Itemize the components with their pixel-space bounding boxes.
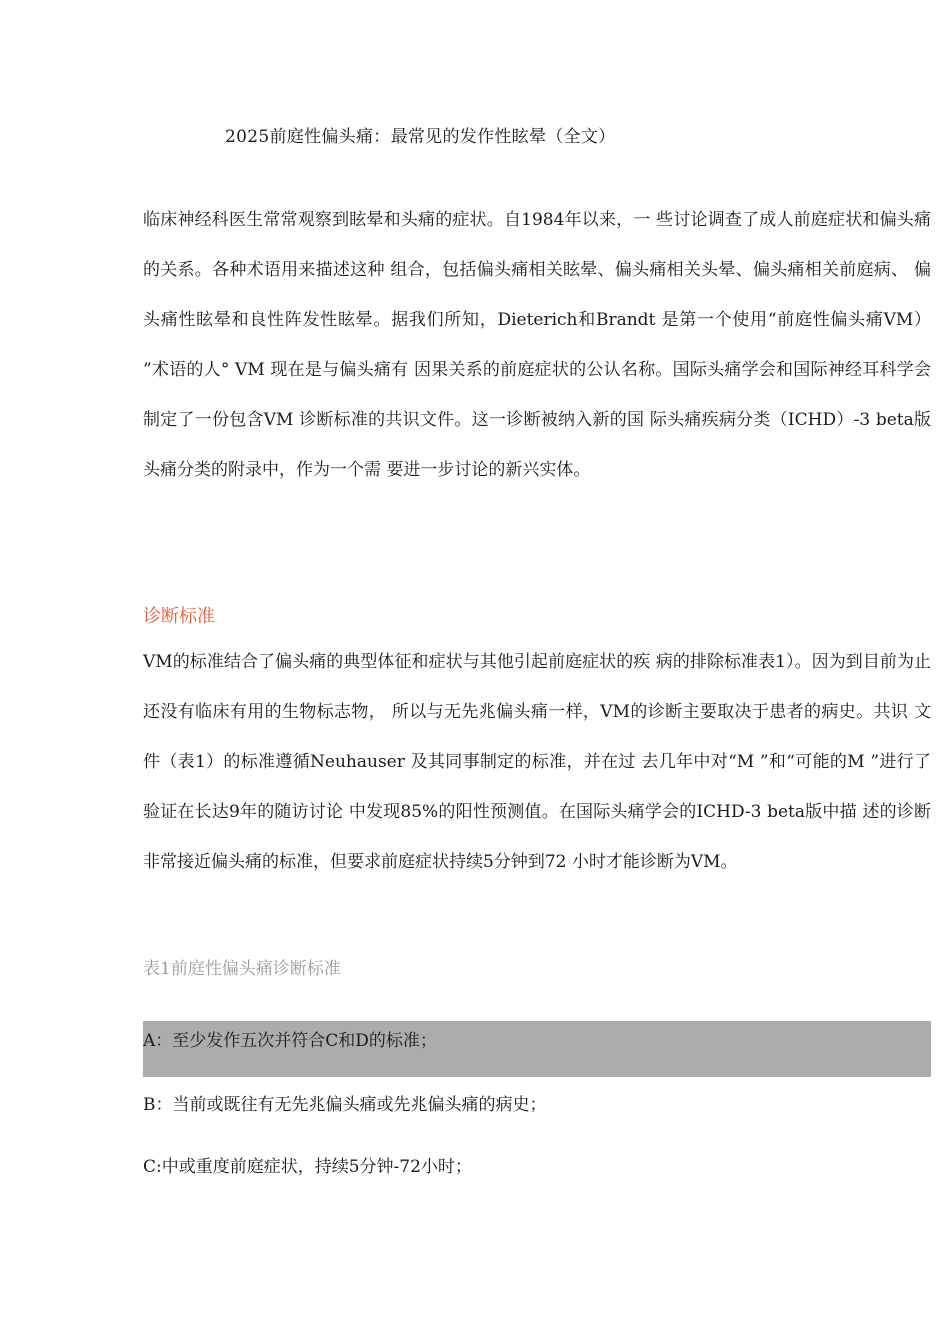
document-title: 2025前庭性偏头痛：最常见的发作性眩晕（全文） <box>225 127 616 147</box>
criteria-row-b: B：当前或既往有无先兆偏头痛或先兆偏头痛的病史； <box>143 1095 547 1115</box>
section-heading: 诊断标准 <box>143 606 215 627</box>
criteria-row-c: C:中或重度前庭症状，持续5分钟-72小时； <box>143 1157 472 1177</box>
criteria-paragraph: VM的标准结合了偏头痛的典型体征和症状与其他引起前庭症状的疾 病的排除标准表1）。因为到目前为止还没有临床有用的生物标志物， 所以与无先兆偏头痛一样，VM的诊断主要取决于患者的病史。共识 文件（表1）的标准遵循Neuhauser 及其同事制定的标准，并在过 去几年中对“M ”和“可能的M ”进行了验证在长达9年的随访讨论 中发现85%的阳性预测值。在国际头痛学会的ICHD-3 beta版中描 述的诊断非常接近偏头痛的标准，但要求前庭症状持续5分钟到72 小时才能诊断为VM。 <box>143 652 931 872</box>
table-caption: 表1前庭性偏头痛诊断标准 <box>143 959 341 979</box>
intro-paragraph: 临床神经科医生常常观察到眩晕和头痛的症状。自1984年以来，一 些讨论调查了成人前庭症状和偏头痛的关系。各种术语用来描述这种 组合，包括偏头痛相关眩晕、偏头痛相关头晕、偏头痛相关前庭病、 偏头痛性眩晕和良性阵发性眩晕。据我们所知，Dieterich和Brandt 是第一个使用“前庭性偏头痛VM） ”术语的人° VM 现在是与偏头痛有 因果关系的前庭症状的公认名称。国际头痛学会和国际神经耳科学会 制定了一份包含VM 诊断标准的共识文件。这一诊断被纳入新的国 际头痛疾病分类（ICHD）-3 beta版头痛分类的附录中，作为一个需 要进一步讨论的新兴实体。 <box>143 210 931 480</box>
criteria-row-a: A：至少发作五次并符合C和D的标准； <box>143 1021 931 1077</box>
